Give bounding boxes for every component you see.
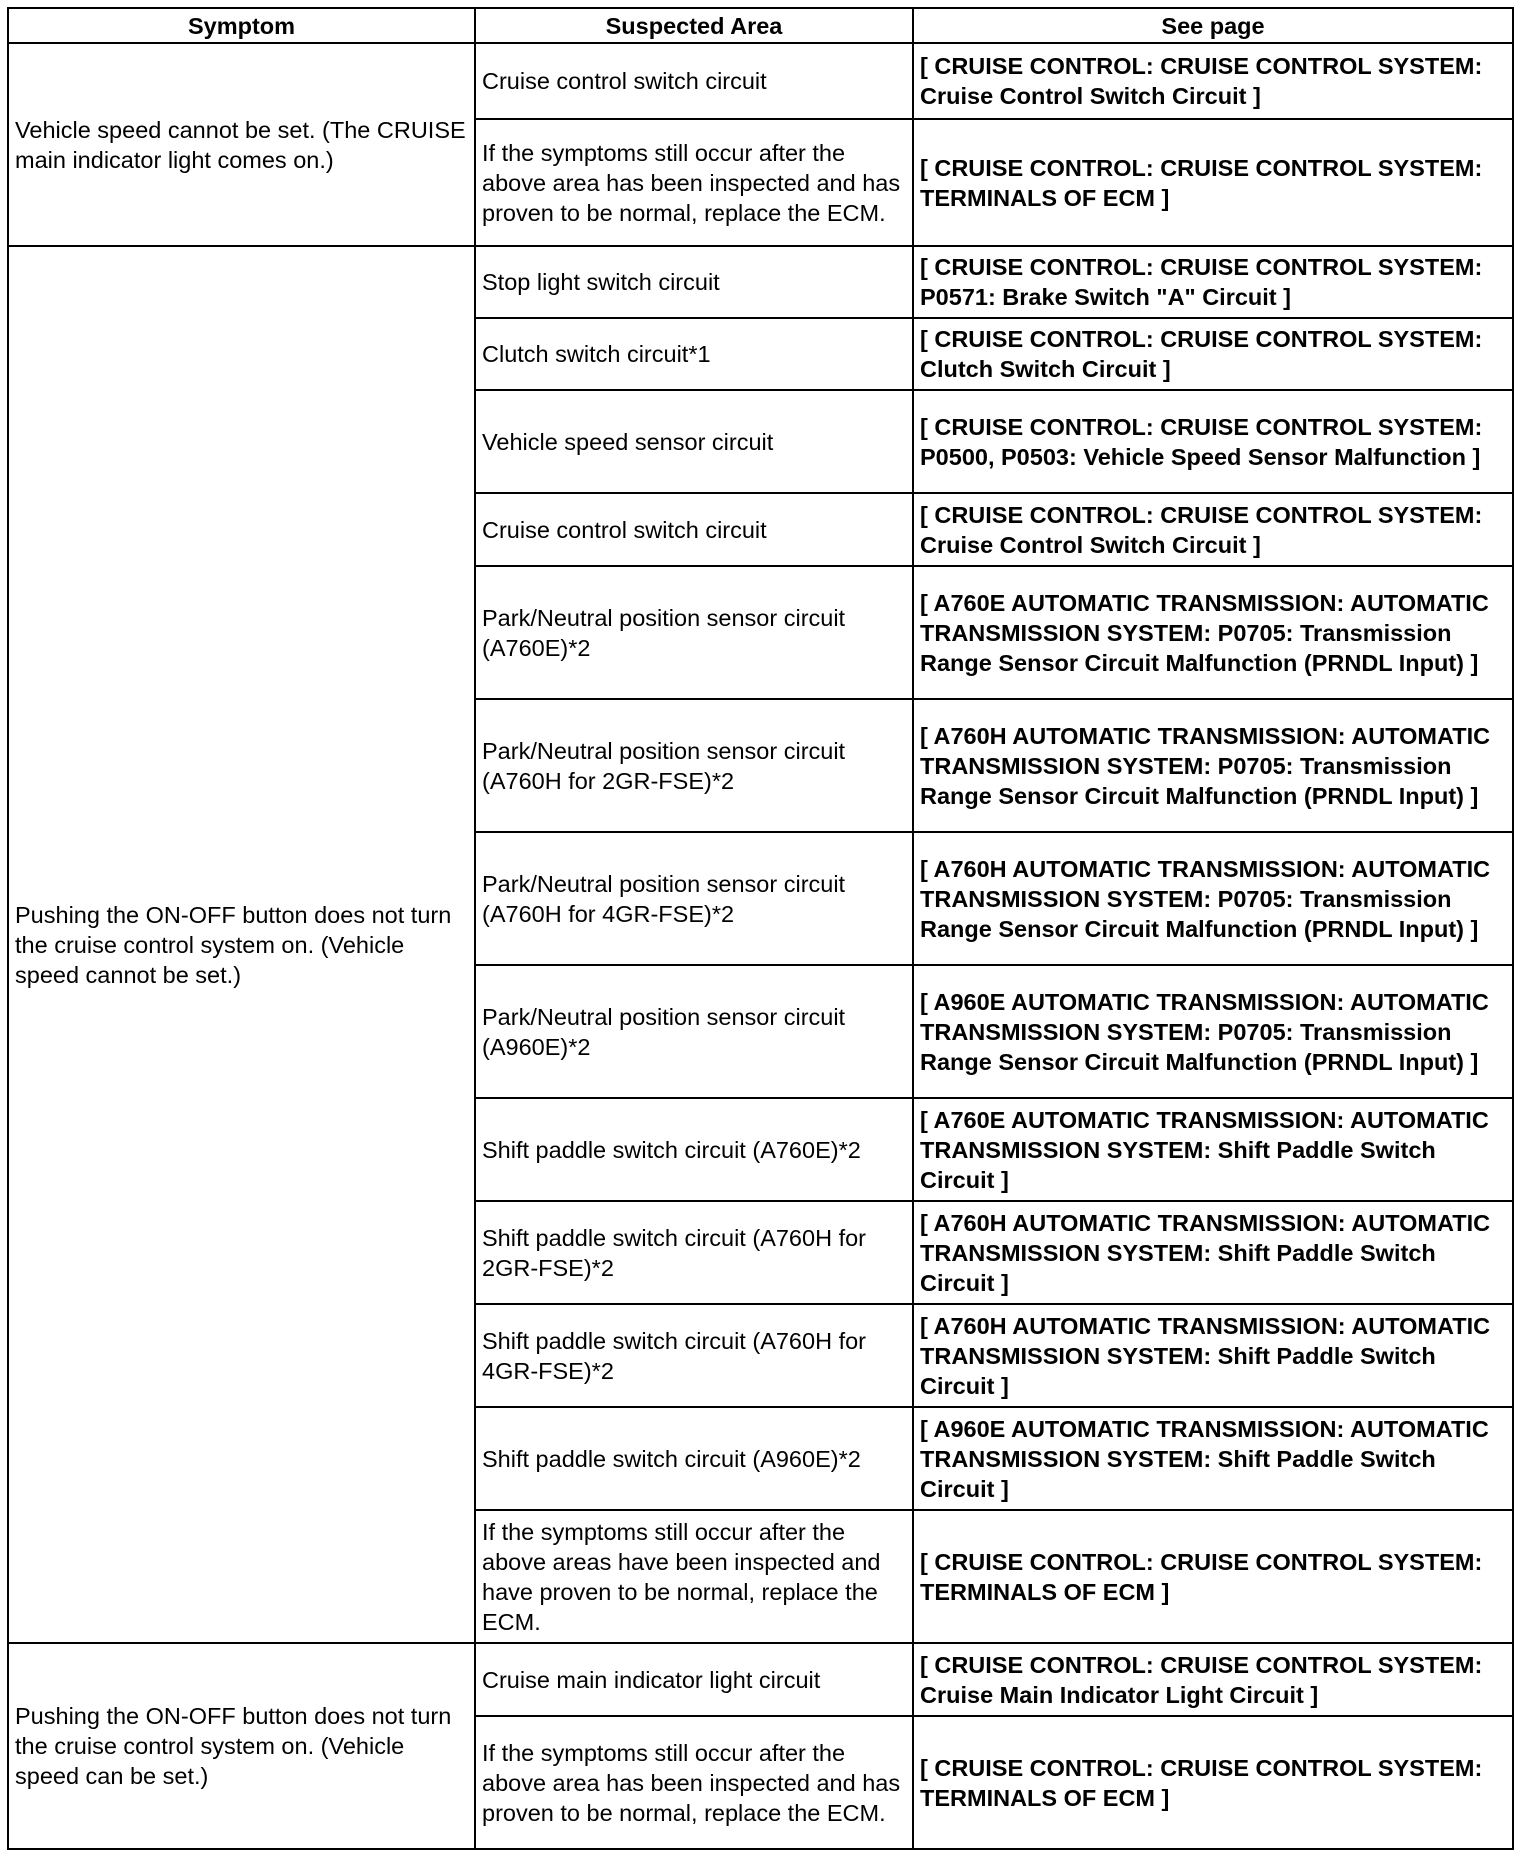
suspected-area-cell: Vehicle speed sensor circuit bbox=[475, 390, 913, 493]
see-page-cell: [ CRUISE CONTROL: CRUISE CONTROL SYSTEM: Clutch Switch Circuit ] bbox=[913, 318, 1513, 390]
header-see-page: See page bbox=[913, 8, 1513, 43]
symptom-cell: Vehicle speed cannot be set. (The CRUISE main indicator light comes on.) bbox=[8, 43, 475, 246]
suspected-area-cell: Park/Neutral position sensor circuit (A760E)*2 bbox=[475, 566, 913, 699]
suspected-area-cell: Shift paddle switch circuit (A760H for 2GR-FSE)*2 bbox=[475, 1201, 913, 1304]
suspected-area-cell: Cruise main indicator light circuit bbox=[475, 1643, 913, 1716]
table-row bbox=[8, 43, 1513, 119]
see-page-cell: [ A760E AUTOMATIC TRANSMISSION: AUTOMATIC TRANSMISSION SYSTEM: P0705: Transmission Range Sensor Circuit Malfunction (PRNDL Input) ] bbox=[913, 566, 1513, 699]
see-page-cell: [ CRUISE CONTROL: CRUISE CONTROL SYSTEM: TERMINALS OF ECM ] bbox=[913, 1510, 1513, 1643]
symptom-cell: Pushing the ON-OFF button does not turn the cruise control system on. (Vehicle speed cannot be set.) bbox=[8, 246, 475, 1643]
see-page-cell: [ A760H AUTOMATIC TRANSMISSION: AUTOMATIC TRANSMISSION SYSTEM: P0705: Transmission Range Sensor Circuit Malfunction (PRNDL Input) ] bbox=[913, 699, 1513, 832]
problem-symptoms-table bbox=[7, 7, 1514, 1850]
see-page-cell: [ CRUISE CONTROL: CRUISE CONTROL SYSTEM: TERMINALS OF ECM ] bbox=[913, 119, 1513, 246]
see-page-cell: [ CRUISE CONTROL: CRUISE CONTROL SYSTEM: Cruise Main Indicator Light Circuit ] bbox=[913, 1643, 1513, 1716]
table-row bbox=[8, 246, 1513, 318]
header-suspected-area: Suspected Area bbox=[475, 8, 913, 43]
suspected-area-cell: If the symptoms still occur after the above area has been inspected and has proven to be normal, replace the ECM. bbox=[475, 119, 913, 246]
suspected-area-cell: If the symptoms still occur after the above areas have been inspected and have proven to be normal, replace the ECM. bbox=[475, 1510, 913, 1643]
suspected-area-cell: Shift paddle switch circuit (A760E)*2 bbox=[475, 1098, 913, 1201]
see-page-cell: [ A760E AUTOMATIC TRANSMISSION: AUTOMATIC TRANSMISSION SYSTEM: Shift Paddle Switch Circuit ] bbox=[913, 1098, 1513, 1201]
see-page-cell: [ A760H AUTOMATIC TRANSMISSION: AUTOMATIC TRANSMISSION SYSTEM: Shift Paddle Switch Circuit ] bbox=[913, 1304, 1513, 1407]
suspected-area-cell: Shift paddle switch circuit (A760H for 4GR-FSE)*2 bbox=[475, 1304, 913, 1407]
see-page-cell: [ A760H AUTOMATIC TRANSMISSION: AUTOMATIC TRANSMISSION SYSTEM: P0705: Transmission Range Sensor Circuit Malfunction (PRNDL Input) ] bbox=[913, 832, 1513, 965]
suspected-area-cell: Park/Neutral position sensor circuit (A760H for 4GR-FSE)*2 bbox=[475, 832, 913, 965]
table-row bbox=[8, 1643, 1513, 1716]
table-header-row bbox=[8, 8, 1513, 43]
see-page-cell: [ CRUISE CONTROL: CRUISE CONTROL SYSTEM: Cruise Control Switch Circuit ] bbox=[913, 43, 1513, 119]
see-page-cell: [ A960E AUTOMATIC TRANSMISSION: AUTOMATIC TRANSMISSION SYSTEM: P0705: Transmission Range Sensor Circuit Malfunction (PRNDL Input) ] bbox=[913, 965, 1513, 1098]
suspected-area-cell: If the symptoms still occur after the above area has been inspected and has proven to be normal, replace the ECM. bbox=[475, 1716, 913, 1849]
see-page-cell: [ A760H AUTOMATIC TRANSMISSION: AUTOMATIC TRANSMISSION SYSTEM: Shift Paddle Switch Circuit ] bbox=[913, 1201, 1513, 1304]
suspected-area-cell: Cruise control switch circuit bbox=[475, 493, 913, 566]
see-page-cell: [ CRUISE CONTROL: CRUISE CONTROL SYSTEM: P0500, P0503: Vehicle Speed Sensor Malfunction ] bbox=[913, 390, 1513, 493]
suspected-area-cell: Clutch switch circuit*1 bbox=[475, 318, 913, 390]
suspected-area-cell: Cruise control switch circuit bbox=[475, 43, 913, 119]
suspected-area-cell: Shift paddle switch circuit (A960E)*2 bbox=[475, 1407, 913, 1510]
suspected-area-cell: Park/Neutral position sensor circuit (A760H for 2GR-FSE)*2 bbox=[475, 699, 913, 832]
see-page-cell: [ CRUISE CONTROL: CRUISE CONTROL SYSTEM: P0571: Brake Switch "A" Circuit ] bbox=[913, 246, 1513, 318]
suspected-area-cell: Park/Neutral position sensor circuit (A960E)*2 bbox=[475, 965, 913, 1098]
see-page-cell: [ CRUISE CONTROL: CRUISE CONTROL SYSTEM: Cruise Control Switch Circuit ] bbox=[913, 493, 1513, 566]
suspected-area-cell: Stop light switch circuit bbox=[475, 246, 913, 318]
symptom-cell: Pushing the ON-OFF button does not turn the cruise control system on. (Vehicle speed can be set.) bbox=[8, 1643, 475, 1849]
see-page-cell: [ A960E AUTOMATIC TRANSMISSION: AUTOMATIC TRANSMISSION SYSTEM: Shift Paddle Switch Circuit ] bbox=[913, 1407, 1513, 1510]
see-page-cell: [ CRUISE CONTROL: CRUISE CONTROL SYSTEM: TERMINALS OF ECM ] bbox=[913, 1716, 1513, 1849]
header-symptom: Symptom bbox=[8, 8, 475, 43]
